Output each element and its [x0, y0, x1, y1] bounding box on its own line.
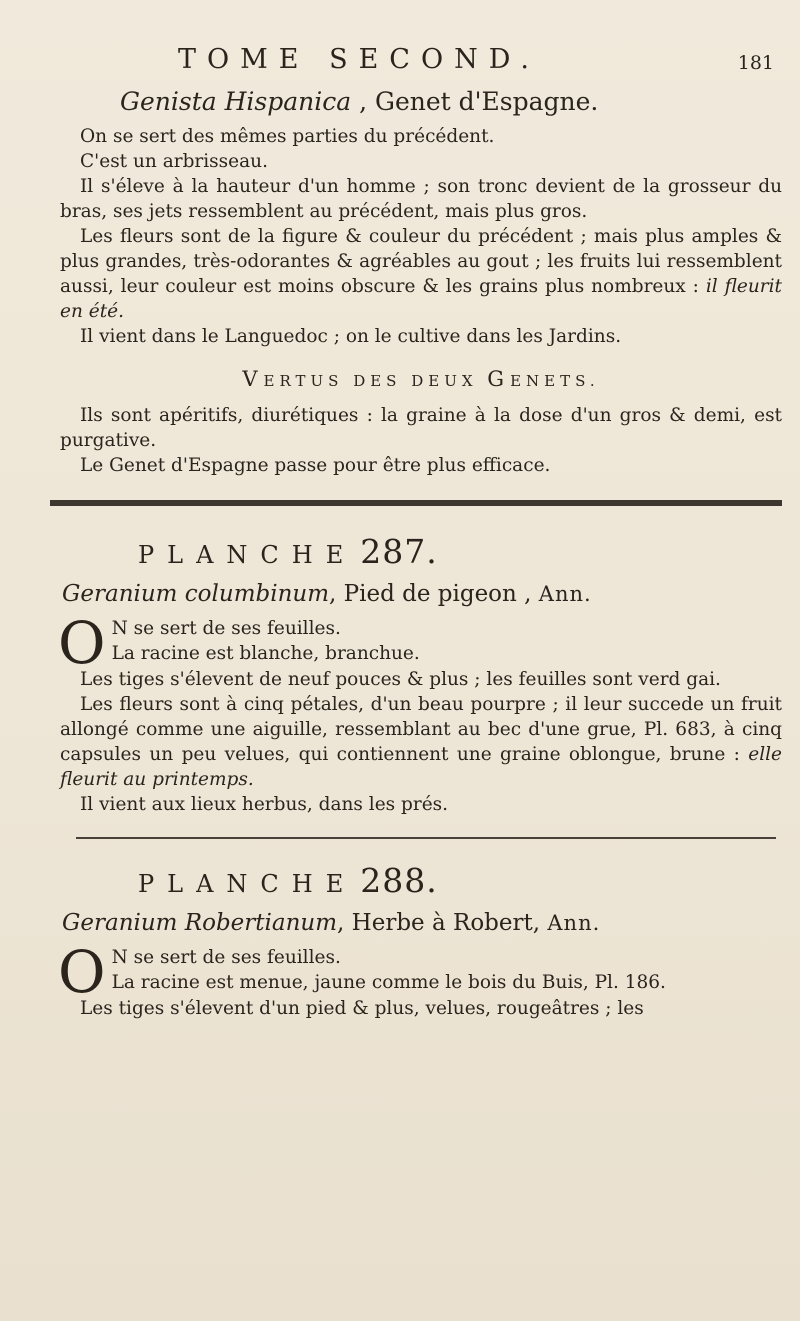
- section-divider: [76, 837, 776, 839]
- page-header: [60, 44, 782, 86]
- paragraph: La racine est blanche, branchue.: [111, 643, 420, 664]
- planche-number: 288.: [360, 861, 438, 900]
- planche-label: PLANCHE: [138, 870, 357, 898]
- french-name: Genet d'Espagne.: [374, 87, 599, 116]
- entry-title-genista: [120, 86, 782, 118]
- entry-body-287: [58, 609, 782, 677]
- paragraph: Les tiges s'élevent d'un pied & plus, velues, rougeâtres ; les: [80, 998, 644, 1019]
- plant-title-geranium-robertianum: [62, 907, 782, 939]
- planche-label: PLANCHE: [138, 541, 357, 569]
- latin-name: Genista Hispanica: [120, 87, 352, 116]
- page-number: 181: [737, 52, 774, 74]
- running-head: TOME SECOND.: [178, 44, 540, 75]
- paragraph: La racine est menue, jaune comme le bois du Buis, Pl. 186.: [111, 972, 666, 993]
- paragraph: N se sert de ses feuilles.: [111, 947, 341, 968]
- paragraph: Il vient aux lieux herbus, dans les prés.: [80, 794, 449, 815]
- latin-name: Geranium Robertianum: [62, 910, 338, 936]
- paragraph: Les tiges s'élevent de neuf pouces & plus ; les feuilles sont verd gai.: [80, 669, 721, 690]
- paragraph: On se sert des mêmes parties du précédent.: [80, 126, 495, 147]
- drop-cap: O: [58, 609, 106, 677]
- annual-marker: Ann.: [547, 911, 601, 935]
- latin-name: Geranium columbinum: [62, 581, 330, 607]
- french-name: , Pied de pigeon ,: [329, 581, 539, 607]
- paragraph: Il s'éleve à la hauteur d'un homme ; son tronc devient de la grosseur du bras, ses jets ressemblent au précédent, mais plus gros.: [60, 176, 782, 222]
- paragraph: [60, 692, 782, 792]
- french-name: , Herbe à Robert,: [337, 910, 548, 936]
- annual-marker: Ann.: [538, 582, 592, 606]
- heading-capital: G: [487, 367, 511, 391]
- bloom-note: elle fleurit au printemps.: [60, 744, 782, 790]
- planche-heading-287: [138, 532, 782, 572]
- paragraph-text: Les fleurs sont de la figure & couleur du précédent ; mais plus amples & plus grandes, très-odorantes & agréables au gout ; les fruits lui ressemblent aussi, leur couleur est moins obscure & les grains plus nombreux :: [60, 226, 782, 297]
- drop-cap: O: [58, 938, 106, 1006]
- heading-capital: V: [242, 367, 264, 391]
- section-divider: [50, 500, 782, 506]
- entry-body-288: [58, 938, 782, 1006]
- paragraph: Ils sont apéritifs, diurétiques : la graine à la dose d'un gros & demi, est purgative.: [60, 405, 782, 451]
- paragraph: C'est un arbrisseau.: [80, 151, 268, 172]
- page-content: [60, 44, 782, 1021]
- paragraph: N se sert de ses feuilles.: [111, 618, 341, 639]
- planche-heading-288: [138, 861, 782, 901]
- heading-smallcaps: ERTUS DES DEUX: [263, 372, 488, 390]
- title-separator: ,: [351, 87, 375, 116]
- paragraph: Il vient dans le Languedoc ; on le cultive dans les Jardins.: [80, 326, 622, 347]
- planche-number: 287.: [360, 532, 438, 571]
- plant-title-geranium-columbinum: [62, 578, 782, 610]
- bloom-note: il fleurit en été.: [60, 276, 782, 322]
- paragraph: Le Genet d'Espagne passe pour être plus efficace.: [80, 455, 551, 476]
- heading-smallcaps: ENETS.: [510, 372, 600, 390]
- paragraph: [60, 224, 782, 324]
- section-heading-vertus: [60, 367, 782, 391]
- paragraph-text: Les fleurs sont à cinq pétales, d'un beau pourpre ; il leur succede un fruit allongé comme une aiguille, ressemblant au bec d'une grue, Pl. 683, à cinq capsules un peu velues, qui contiennent une graine oblongue, brune :: [60, 694, 782, 765]
